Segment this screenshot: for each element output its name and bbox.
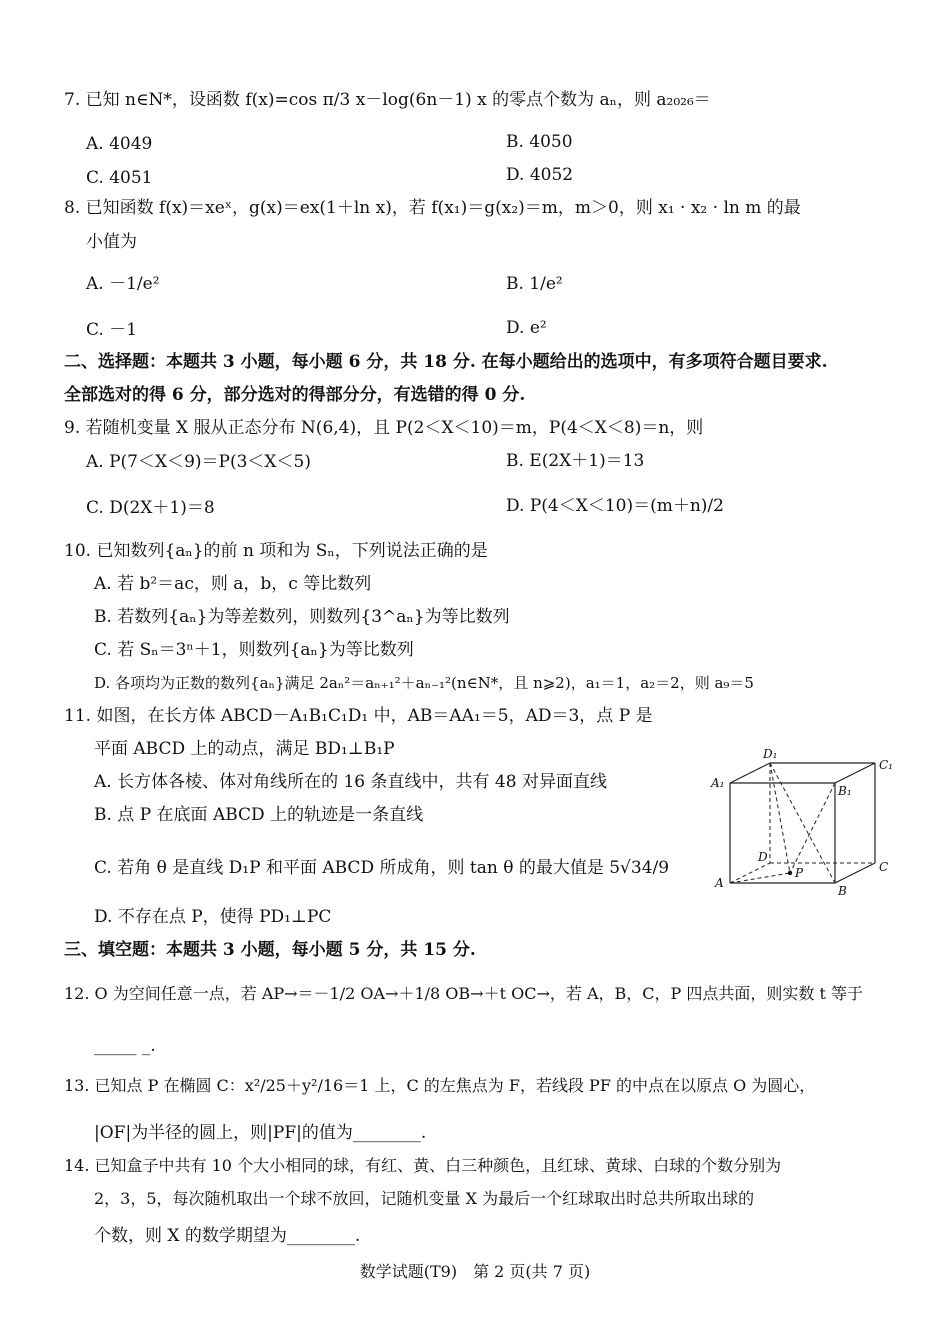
q10-option-d: D. 各项均为正数的数列{aₙ}满足 2aₙ²＝aₙ₊₁²＋aₙ₋₁²(n∈N*，且 n⩾2)，a₁＝1，a₂＝2，则 a₉＝5 <box>94 674 754 692</box>
q12-stem: 12. O 为空间任意一点，若 AP→＝－1/2 OA→＋1/8 OB→＋t OC→，若 A，B，C，P 四点共面，则实数 t 等于 <box>64 984 863 1003</box>
q8-option-b: B. 1/e² <box>506 274 563 294</box>
cuboid-figure <box>705 745 900 905</box>
q11-option-b: B. 点 P 在底面 ABCD 上的轨迹是一条直线 <box>94 805 424 825</box>
q11-stem-line2: 平面 ABCD 上的动点，满足 BD₁⊥B₁P <box>94 739 395 759</box>
q10-option-b: B. 若数列{aₙ}为等差数列，则数列{3^aₙ}为等比数列 <box>94 607 510 627</box>
q11-option-a: A. 长方体各棱、体对角线所在的 16 条直线中，共有 48 对异面直线 <box>94 772 607 792</box>
q8-option-d: D. e² <box>506 318 547 338</box>
label-a: A <box>715 876 724 890</box>
q14-stem-line1: 14. 已知盒子中共有 10 个大小相同的球，有红、黄、白三种颜色，且红球、黄球、白球的个数分别为 <box>64 1156 782 1175</box>
q10-option-a: A. 若 b²＝ac，则 a，b，c 等比数列 <box>94 574 372 594</box>
q9-option-a: A. P(7＜X＜9)＝P(3＜X＜5) <box>86 452 311 472</box>
q11-option-c: C. 若角 θ 是直线 D₁P 和平面 ABCD 所成角，则 tan θ 的最大值是 5√34/9 <box>94 858 670 878</box>
label-c: C <box>879 860 889 874</box>
q8-option-c: C. －1 <box>86 320 138 340</box>
q7-stem: 7. 已知 n∈N*，设函数 f(x)=cos π/3 x－log(6n－1) x 的零点个数为 aₙ，则 a₂₀₂₆＝ <box>64 90 711 110</box>
q7-option-c: C. 4051 <box>86 168 153 188</box>
q8-stem-line1: 8. 已知函数 f(x)＝xeˣ，g(x)＝ex(1＋ln x)，若 f(x₁)＝g(x₂)＝m，m＞0，则 x₁ · x₂ · ln m 的最 <box>64 198 801 218</box>
section2-heading-line1: 二、选择题：本题共 3 小题，每小题 6 分，共 18 分. 在每小题给出的选项中，有多项符合题目要求. <box>64 352 828 372</box>
page-footer: 数学试题(T9) 第 2 页(共 7 页) <box>359 1262 591 1281</box>
label-b: B <box>838 884 847 898</box>
q8-option-a: A. －1/e² <box>86 274 160 294</box>
q7-option-a: A. 4049 <box>86 134 153 154</box>
q13-stem-line1: 13. 已知点 P 在椭圆 C：x²/25＋y²/16＝1 上，C 的左焦点为 F，若线段 PF 的中点在以原点 O 为圆心， <box>64 1076 816 1095</box>
label-c1: C₁ <box>879 758 893 772</box>
q10-stem: 10. 已知数列{aₙ}的前 n 项和为 Sₙ，下列说法正确的是 <box>64 541 488 561</box>
q14-stem-line3: 个数，则 X 的数学期望为________. <box>94 1226 361 1246</box>
q9-stem: 9. 若随机变量 X 服从正态分布 N(6,4)，且 P(2＜X＜10)＝m，P(4＜X＜8)＝n，则 <box>64 418 704 438</box>
section3-heading: 三、填空题：本题共 3 小题，每小题 5 分，共 15 分. <box>64 940 476 960</box>
q13-stem-line2: |OF|为半径的圆上，则|PF|的值为________. <box>94 1123 427 1143</box>
q11-option-d: D. 不存在点 P，使得 PD₁⊥PC <box>94 907 332 927</box>
q11-stem-line1: 11. 如图，在长方体 ABCD－A₁B₁C₁D₁ 中，AB＝AA₁＝5，AD＝3，点 P 是 <box>64 706 653 726</box>
point-p-dot <box>788 871 792 875</box>
section2-heading-line2: 全部选对的得 6 分，部分选对的得部分分，有选错的得 0 分. <box>64 385 526 405</box>
q9-option-d: D. P(4＜X＜10)＝(m＋n)/2 <box>506 496 724 516</box>
label-b1: B₁ <box>838 784 852 798</box>
q9-option-c: C. D(2X＋1)＝8 <box>86 498 215 518</box>
q7-option-d: D. 4052 <box>506 165 574 185</box>
label-d: D <box>758 850 768 864</box>
q7-option-b: B. 4050 <box>506 132 573 152</box>
q10-option-c: C. 若 Sₙ＝3ⁿ＋1，则数列{aₙ}为等比数列 <box>94 640 414 660</box>
q12-blank: _____ _. <box>94 1036 156 1056</box>
label-a1: A₁ <box>711 776 725 790</box>
label-d1: D₁ <box>763 747 778 761</box>
q9-option-b: B. E(2X＋1)＝13 <box>506 451 645 471</box>
q14-stem-line2: 2，3，5，每次随机取出一个球不放回，记随机变量 X 为最后一个红球取出时总共所取出球的 <box>94 1189 755 1208</box>
q8-stem-line2: 小值为 <box>86 232 137 252</box>
label-p: P <box>795 866 804 880</box>
